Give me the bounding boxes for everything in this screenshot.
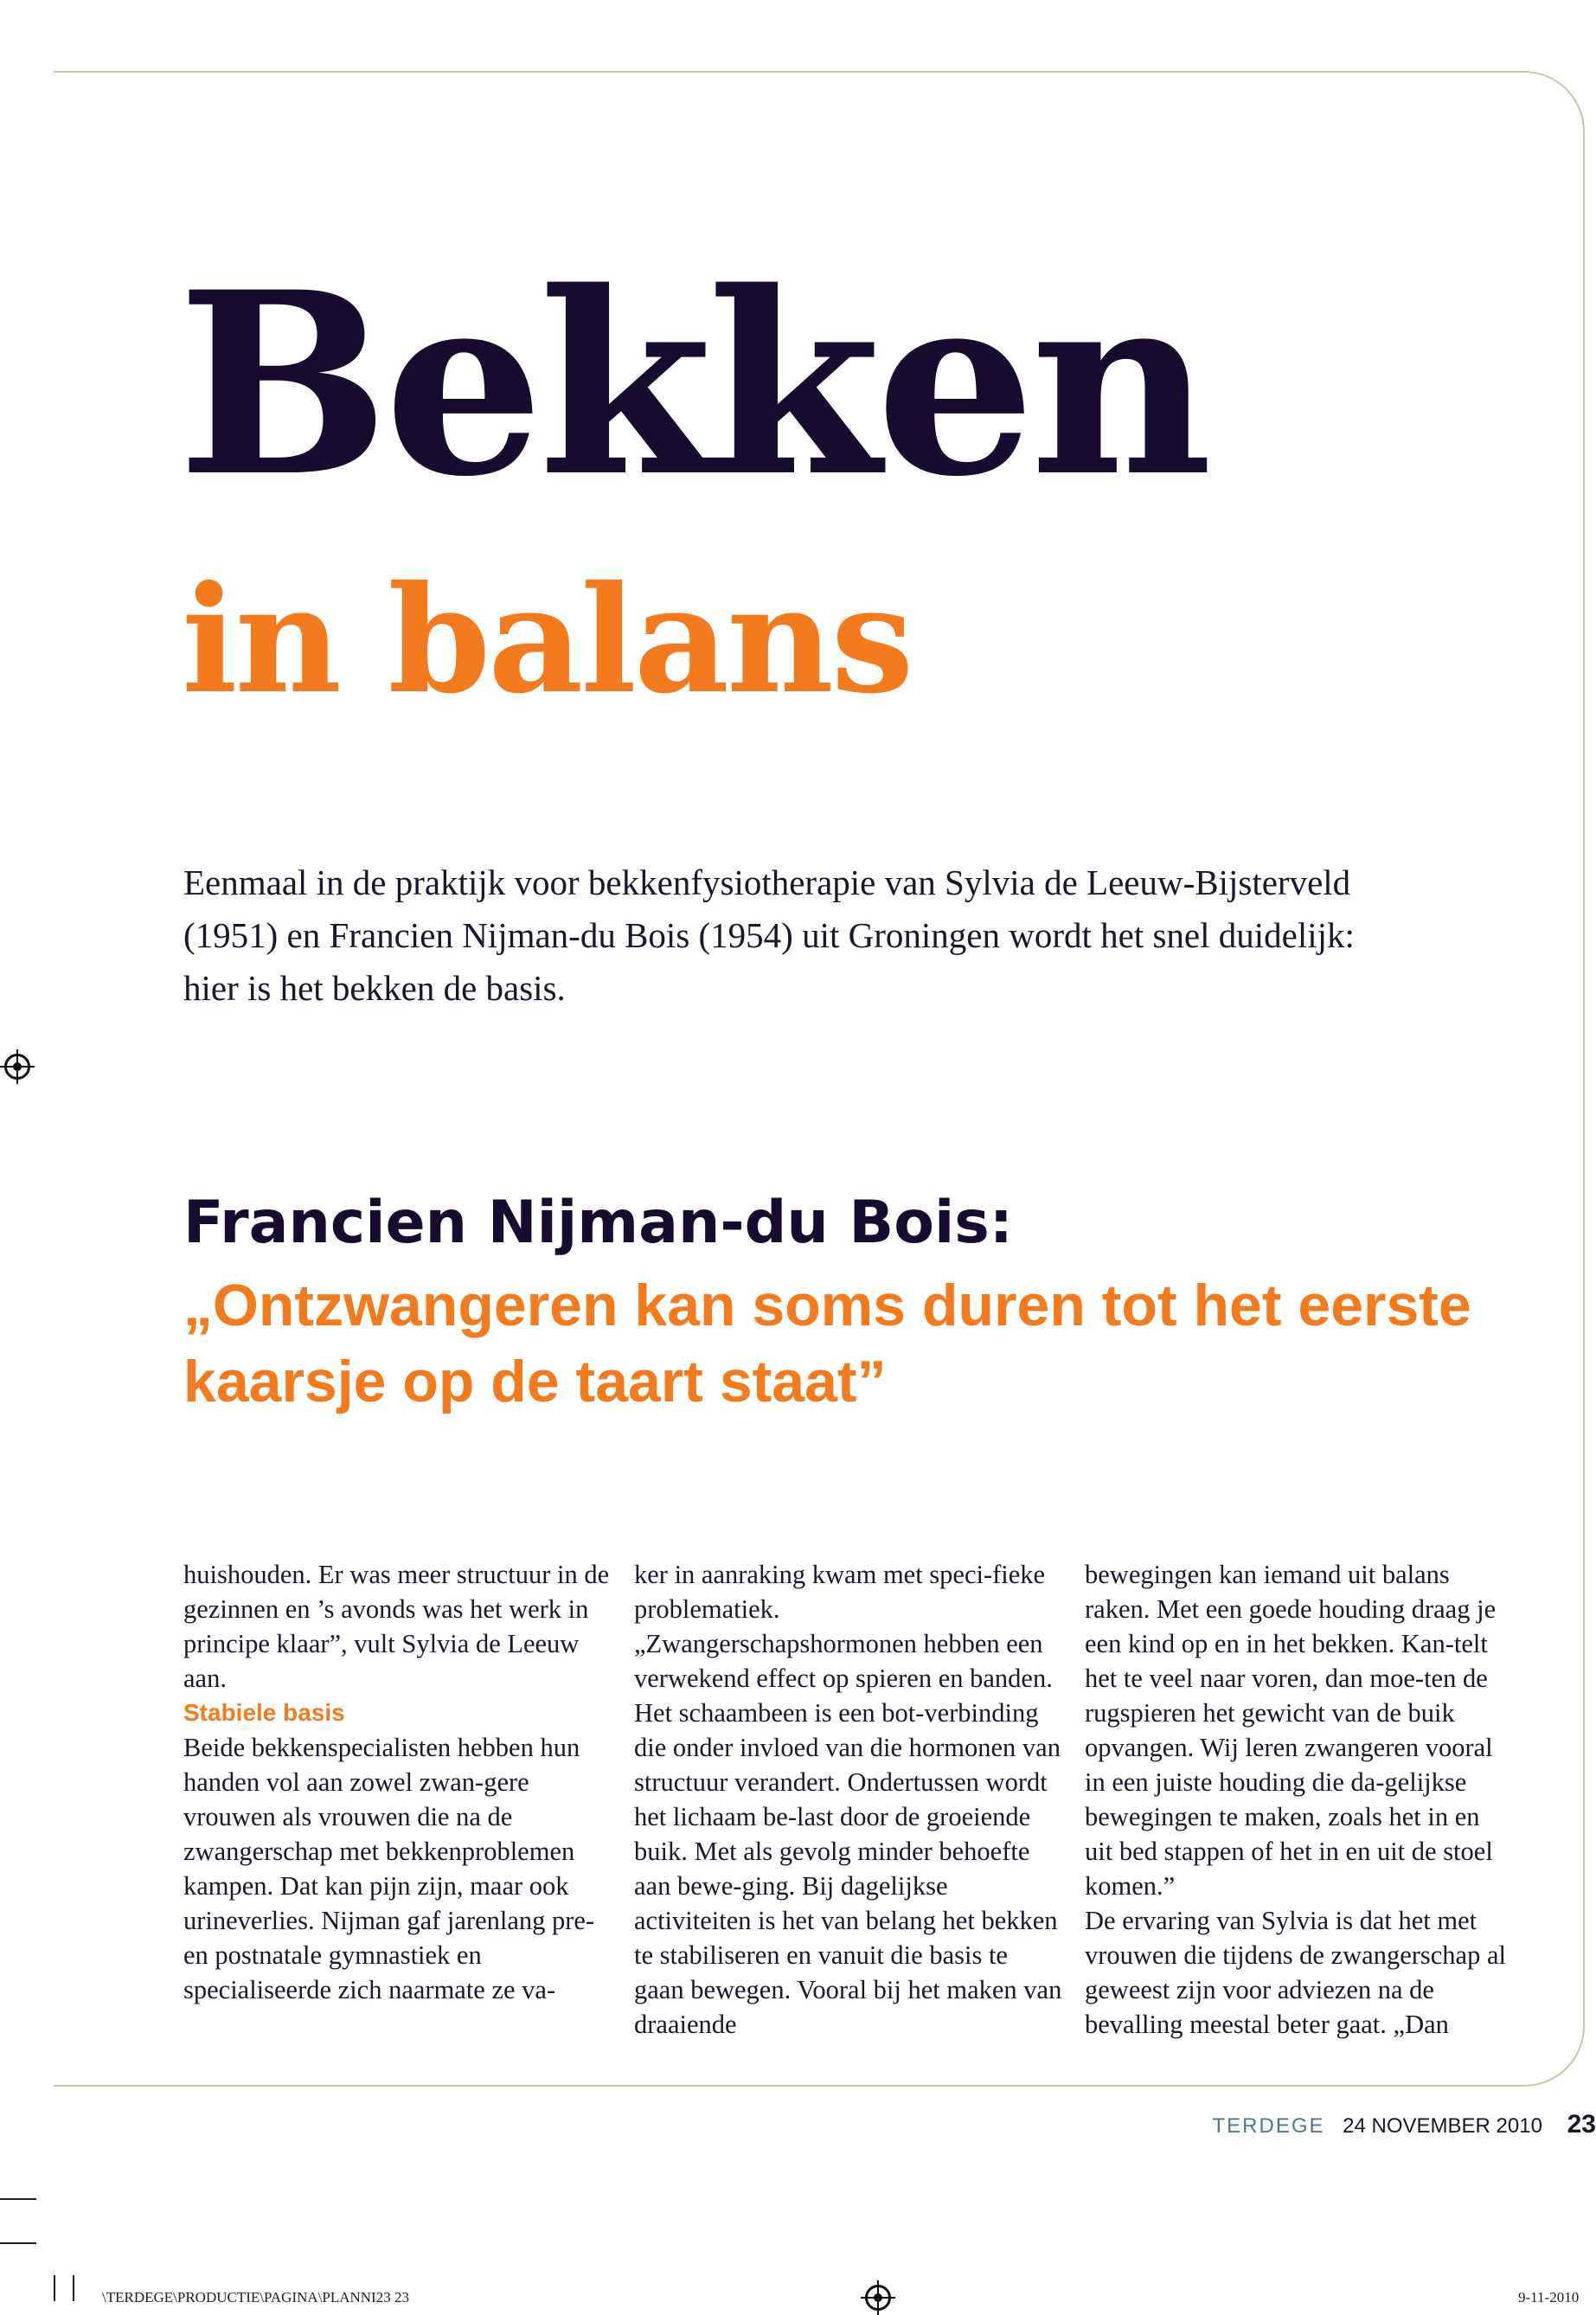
body-paragraph: ker in aanraking kwam met speci-fieke problematiek. [634, 1560, 1046, 1624]
body-column-1 [183, 1557, 612, 2007]
body-paragraph: bewegingen kan iemand uit balans raken. Met een goede houding draag je een kind op en in het bekken. Kan-telt het te veel naar voren, dan moe-ten de rugspieren het gewicht van de buik opvangen. Wij leren zwangeren vooral in een juiste houding die da-gelijkse bewegingen te maken, zoals het in en uit bed stappen of het in en uit de stoel komen.” [1085, 1560, 1497, 1901]
body-paragraph: De ervaring van Sylvia is dat het met vrouwen die tijdens de zwangerschap al geweest zijn voor adviezen na de bevalling meestal beter gaat. „Dan [1085, 1906, 1506, 2039]
article-intro: Eenmaal in de praktijk voor bekkenfysiotherapie van Sylvia de Leeuw-Bijsterveld (1951) en Francien Nijman-du Bois (1954) uit Groningen wordt het snel duidelijk: hier is het bekken de basis. [183, 863, 1355, 1008]
interview-subhead-quote: „Ontzwangeren kan soms duren tot het eerste kaarsje op de taart staat” [183, 1273, 1471, 1414]
body-column-2 [634, 1557, 1062, 2042]
crop-mark [73, 2275, 74, 2301]
article-title-accent: in balans [182, 554, 912, 727]
body-paragraph: Beide bekkenspecialisten hebben hun handen vol aan zowel zwan-gere vrouwen als vrouwen die na de zwangerschap met bekkenproblemen kampen. Dat kan pijn zijn, maar ook urineverlies. Nijman gaf jarenlang pre- en postnatale gymnastiek en specialiseerde zich naarmate ze va- [183, 1733, 595, 2004]
body-paragraph: „Zwangerschapshormonen hebben een verwekend effect op spieren en banden. Het schaambeen is een bot-verbinding die onder invloed van die hormonen van structuur verandert. Ondertussen wordt het lichaam be-last door de groeiende buik. Met als gevolg minder behoefte aan bewe-ging. Bij dagelijkse activiteiten is het van belang het bekken te stabiliseren en vanuit die basis te gaan bewegen. Vooral bij het maken van draaiende [634, 1629, 1062, 2039]
section-heading: Stabiele basis [183, 1699, 345, 1726]
issue-date: 24 NOVEMBER 2010 [1343, 2114, 1542, 2138]
body-column-3 [1085, 1557, 1513, 2042]
magazine-name: TERDEGE [1212, 2114, 1325, 2138]
print-slug-date: 9-11-2010 [1518, 2289, 1580, 2305]
crop-mark [0, 2242, 36, 2244]
print-slug-path: \TERDEGE\PRODUCTIE\PAGINA\PLANNI23 23 [102, 2289, 409, 2305]
article-title: Bekken [177, 238, 1208, 532]
body-paragraph: huishouden. Er was meer structuur in de gezinnen en ’s avonds was het werk in principe klaar”, vult Sylvia de Leeuw aan. [183, 1560, 610, 1693]
registration-mark-icon [4, 1054, 30, 1080]
crop-mark [0, 2198, 36, 2200]
crop-mark [54, 2275, 55, 2301]
page-number: 23 [1567, 2110, 1596, 2139]
interview-subhead-name: Francien Nijman-du Bois: [183, 1189, 1013, 1257]
registration-mark-icon [865, 2285, 891, 2311]
page-footer [1212, 2107, 1596, 2142]
